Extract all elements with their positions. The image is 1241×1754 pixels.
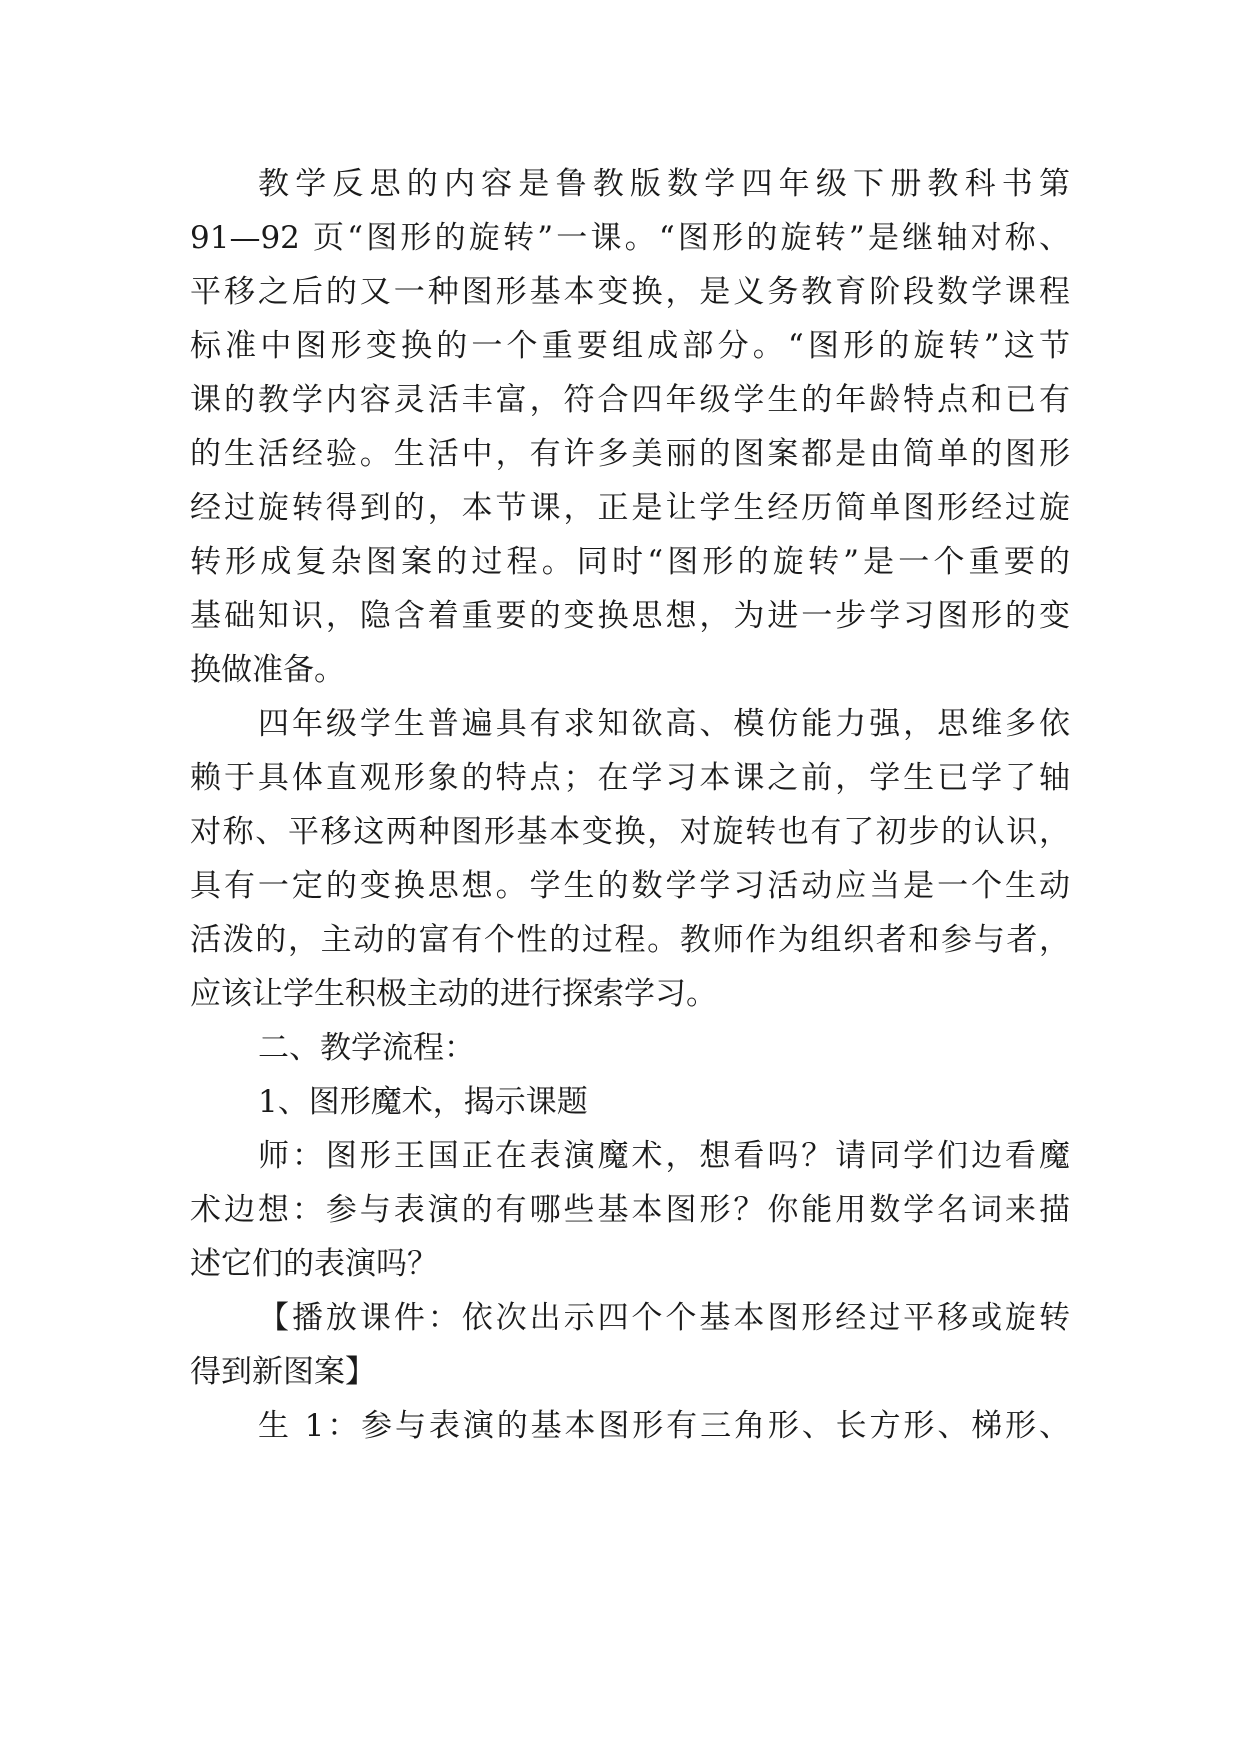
paragraph-line: 活泼的，主动的富有个性的过程。教师作为组织者和参与者， <box>190 922 1070 958</box>
paragraph-line: 转形成复杂图案的过程。同时“图形的旋转”是一个重要的 <box>190 544 1070 580</box>
paragraph-line: 应该让学生积极主动的进行探索学习。 <box>190 976 717 1012</box>
paragraph-line: 的生活经验。生活中，有许多美丽的图案都是由简单的图形 <box>190 436 1070 472</box>
paragraph-line: 换做准备。 <box>190 652 345 688</box>
paragraph-line: 对称、平移这两种图形基本变换，对旋转也有了初步的认识， <box>190 814 1070 850</box>
paragraph-line: 得到新图案】 <box>190 1354 376 1390</box>
paragraph-line: 标准中图形变换的一个重要组成部分。“图形的旋转”这节 <box>190 328 1070 364</box>
paragraph-line: 术边想：参与表演的有哪些基本图形？你能用数学名词来描 <box>190 1192 1070 1228</box>
paragraph-line: 四年级学生普遍具有求知欲高、模仿能力强，思维多依 <box>258 706 1070 742</box>
paragraph-line: 生 1：参与表演的基本图形有三角形、长方形、梯形、 <box>258 1408 1070 1444</box>
paragraph-line: 述它们的表演吗？ <box>190 1246 438 1282</box>
paragraph-line: 经过旋转得到的，本节课，正是让学生经历简单图形经过旋 <box>190 490 1070 526</box>
subsection-heading: 1、图形魔术，揭示课题 <box>258 1084 588 1120</box>
paragraph-line: 基础知识，隐含着重要的变换思想，为进一步学习图形的变 <box>190 598 1070 634</box>
paragraph-line: 【播放课件：依次出示四个个基本图形经过平移或旋转 <box>258 1300 1070 1336</box>
paragraph-line: 教学反思的内容是鲁教版数学四年级下册教科书第 <box>258 166 1070 202</box>
paragraph-line: 师：图形王国正在表演魔术，想看吗？请同学们边看魔 <box>258 1138 1070 1174</box>
paragraph-line: 赖于具体直观形象的特点；在学习本课之前，学生已学了轴 <box>190 760 1070 796</box>
paragraph-line: 课的教学内容灵活丰富，符合四年级学生的年龄特点和已有 <box>190 382 1070 418</box>
paragraph-line: 91—92 页“图形的旋转”一课。“图形的旋转”是继轴对称、 <box>190 220 1070 256</box>
paragraph-line: 具有一定的变换思想。学生的数学学习活动应当是一个生动 <box>190 868 1070 904</box>
section-heading: 二、教学流程： <box>258 1030 475 1066</box>
paragraph-line: 平移之后的又一种图形基本变换，是义务教育阶段数学课程 <box>190 274 1070 310</box>
